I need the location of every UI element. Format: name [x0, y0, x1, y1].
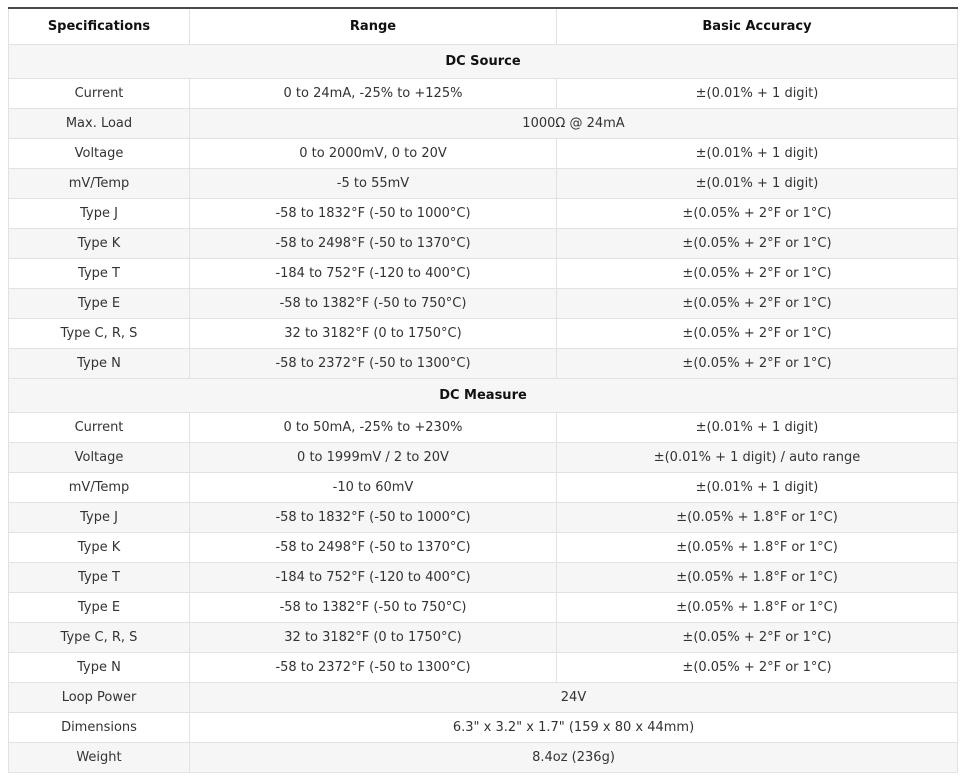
accuracy-cell: ±(0.05% + 2°F or 1°C)	[557, 199, 958, 229]
range-cell: 0 to 1999mV / 2 to 20V	[190, 443, 557, 473]
accuracy-cell: ±(0.05% + 2°F or 1°C)	[557, 289, 958, 319]
table-row	[9, 623, 958, 653]
header-range: Range	[190, 8, 557, 45]
range-cell: -184 to 752°F (-120 to 400°C)	[190, 563, 557, 593]
range-cell: -5 to 55mV	[190, 169, 557, 199]
specifications-table	[8, 7, 958, 773]
spec-cell: Type E	[9, 593, 190, 623]
section-title: DC Source	[9, 45, 958, 79]
header-specifications: Specifications	[9, 8, 190, 45]
section-header-row	[9, 379, 958, 413]
table-body	[9, 45, 958, 773]
table-header	[9, 8, 958, 45]
spec-cell: Type T	[9, 259, 190, 289]
table-row	[9, 139, 958, 169]
accuracy-cell: ±(0.05% + 1.8°F or 1°C)	[557, 533, 958, 563]
accuracy-cell: ±(0.05% + 2°F or 1°C)	[557, 653, 958, 683]
range-cell: 0 to 50mA, -25% to +230%	[190, 413, 557, 443]
table-row	[9, 653, 958, 683]
merged-value-cell: 6.3" x 3.2" x 1.7" (159 x 80 x 44mm)	[190, 713, 958, 743]
table-row	[9, 503, 958, 533]
range-cell: -58 to 1382°F (-50 to 750°C)	[190, 289, 557, 319]
spec-cell: Weight	[9, 743, 190, 773]
accuracy-cell: ±(0.01% + 1 digit)	[557, 139, 958, 169]
spec-cell: Voltage	[9, 443, 190, 473]
section-header-row	[9, 45, 958, 79]
table-row	[9, 743, 958, 773]
header-row	[9, 8, 958, 45]
section-title: DC Measure	[9, 379, 958, 413]
accuracy-cell: ±(0.01% + 1 digit)	[557, 79, 958, 109]
range-cell: -58 to 1832°F (-50 to 1000°C)	[190, 199, 557, 229]
range-cell: 0 to 24mA, -25% to +125%	[190, 79, 557, 109]
table-row	[9, 713, 958, 743]
accuracy-cell: ±(0.05% + 2°F or 1°C)	[557, 623, 958, 653]
spec-cell: Type K	[9, 229, 190, 259]
accuracy-cell: ±(0.05% + 2°F or 1°C)	[557, 319, 958, 349]
range-cell: 0 to 2000mV, 0 to 20V	[190, 139, 557, 169]
table-row	[9, 563, 958, 593]
spec-cell: Type K	[9, 533, 190, 563]
range-cell: 32 to 3182°F (0 to 1750°C)	[190, 319, 557, 349]
table-row	[9, 199, 958, 229]
table-row	[9, 533, 958, 563]
accuracy-cell: ±(0.01% + 1 digit)	[557, 413, 958, 443]
spec-cell: mV/Temp	[9, 169, 190, 199]
accuracy-cell: ±(0.05% + 1.8°F or 1°C)	[557, 563, 958, 593]
table-row	[9, 443, 958, 473]
spec-cell: Max. Load	[9, 109, 190, 139]
table-row	[9, 169, 958, 199]
table-row	[9, 259, 958, 289]
spec-cell: Type J	[9, 503, 190, 533]
table-row	[9, 109, 958, 139]
spec-cell: Type E	[9, 289, 190, 319]
range-cell: -58 to 2372°F (-50 to 1300°C)	[190, 653, 557, 683]
accuracy-cell: ±(0.01% + 1 digit)	[557, 473, 958, 503]
spec-cell: Dimensions	[9, 713, 190, 743]
accuracy-cell: ±(0.01% + 1 digit)	[557, 169, 958, 199]
range-cell: -58 to 2498°F (-50 to 1370°C)	[190, 229, 557, 259]
spec-cell: Voltage	[9, 139, 190, 169]
range-cell: 32 to 3182°F (0 to 1750°C)	[190, 623, 557, 653]
spec-cell: Type J	[9, 199, 190, 229]
spec-cell: Type T	[9, 563, 190, 593]
range-cell: -58 to 1382°F (-50 to 750°C)	[190, 593, 557, 623]
range-cell: -58 to 2372°F (-50 to 1300°C)	[190, 349, 557, 379]
table-row	[9, 683, 958, 713]
accuracy-cell: ±(0.05% + 2°F or 1°C)	[557, 349, 958, 379]
spec-table-container	[8, 7, 957, 773]
range-cell: -184 to 752°F (-120 to 400°C)	[190, 259, 557, 289]
range-cell: -58 to 1832°F (-50 to 1000°C)	[190, 503, 557, 533]
table-row	[9, 349, 958, 379]
spec-cell: Type C, R, S	[9, 319, 190, 349]
merged-value-cell: 1000Ω @ 24mA	[190, 109, 958, 139]
spec-cell: Current	[9, 413, 190, 443]
accuracy-cell: ±(0.01% + 1 digit) / auto range	[557, 443, 958, 473]
range-cell: -10 to 60mV	[190, 473, 557, 503]
spec-cell: Type C, R, S	[9, 623, 190, 653]
table-row	[9, 413, 958, 443]
table-row	[9, 229, 958, 259]
spec-cell: Current	[9, 79, 190, 109]
spec-cell: Loop Power	[9, 683, 190, 713]
table-row	[9, 289, 958, 319]
table-row	[9, 473, 958, 503]
accuracy-cell: ±(0.05% + 1.8°F or 1°C)	[557, 503, 958, 533]
spec-cell: mV/Temp	[9, 473, 190, 503]
spec-cell: Type N	[9, 653, 190, 683]
accuracy-cell: ±(0.05% + 2°F or 1°C)	[557, 259, 958, 289]
merged-value-cell: 8.4oz (236g)	[190, 743, 958, 773]
accuracy-cell: ±(0.05% + 2°F or 1°C)	[557, 229, 958, 259]
table-row	[9, 593, 958, 623]
table-row	[9, 319, 958, 349]
accuracy-cell: ±(0.05% + 1.8°F or 1°C)	[557, 593, 958, 623]
merged-value-cell: 24V	[190, 683, 958, 713]
range-cell: -58 to 2498°F (-50 to 1370°C)	[190, 533, 557, 563]
spec-cell: Type N	[9, 349, 190, 379]
table-row	[9, 79, 958, 109]
header-basic-accuracy: Basic Accuracy	[557, 8, 958, 45]
